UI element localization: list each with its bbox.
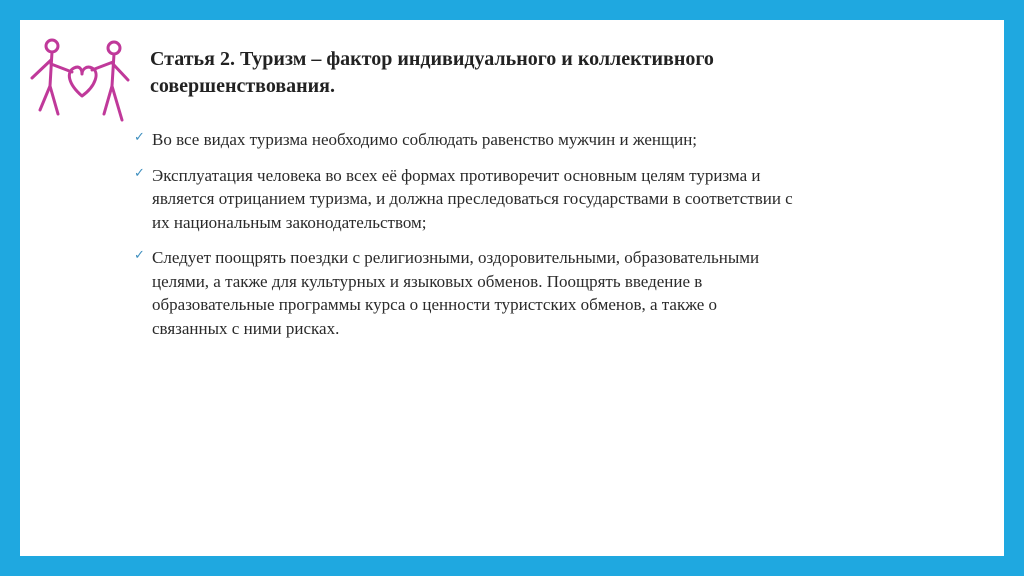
bullet-text: Эксплуатация человека во всех её формах противоречит основным целям туризма и является отрицанием туризма, и должна преследоваться государствами в соответствии с их национальным законодательством; (152, 165, 793, 232)
slide-title: Статья 2. Туризм – фактор индивидуального и коллективного совершенствования. (150, 48, 714, 97)
bullet-text: Во все видах туризма необходимо соблюдать равенство мужчин и женщин; (152, 130, 698, 149)
list-item (134, 128, 794, 152)
list-item (134, 164, 794, 235)
two-figures-heart-icon (28, 34, 132, 130)
checkmark-icon: ✓ (134, 247, 145, 262)
bullet-text: Следует поощрять поездки с религиозными, оздоровительными, образовательными целями, а также для культурных и языковых обменов. Поощрять введение в образовательные программы курса о ценности туристских обменов, а также о связанных с ними рисках. (152, 248, 760, 338)
list-item (134, 246, 794, 340)
checkmark-icon: ✓ (134, 164, 145, 180)
slide (20, 20, 1004, 556)
bullet-list (134, 128, 794, 352)
checkmark-icon: ✓ (134, 129, 145, 144)
